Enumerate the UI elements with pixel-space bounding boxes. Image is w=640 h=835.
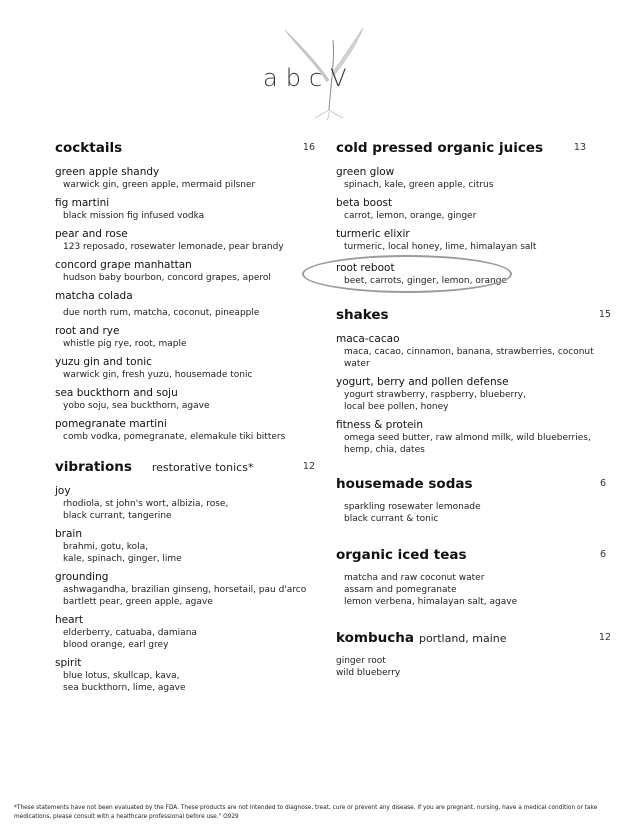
item-desc: sparkling rosewater lemonade	[344, 502, 481, 512]
item-desc: black mission fig infused vodka	[63, 211, 205, 221]
section-price: 15	[598, 309, 611, 320]
menu-item	[55, 484, 315, 522]
juices-section	[336, 140, 611, 287]
item-desc: brahmi, gotu, kola,	[63, 542, 149, 552]
item-desc: turmeric, local honey, lime, himalayan salt	[344, 242, 537, 252]
section-price: 12	[302, 461, 315, 472]
section-price: 16	[302, 142, 315, 153]
section-title: kombucha	[336, 630, 414, 646]
item-name: joy	[55, 485, 71, 497]
item-name: maca-cacao	[336, 333, 400, 345]
menu-item	[336, 375, 611, 413]
section-header	[336, 476, 606, 496]
section-title: cold pressed organic juices	[336, 140, 544, 156]
section-price: 6	[599, 478, 606, 489]
section-subtitle: restorative tonics*	[151, 461, 254, 474]
item-desc: beet, carrots, ginger, lemon, orange	[344, 276, 507, 286]
menu-item	[336, 501, 606, 525]
menu-item	[55, 386, 315, 412]
item-desc: comb vodka, pomegranate, elemakule tiki bitters	[63, 432, 286, 442]
item-desc: lemon verbena, himalayan salt, agave	[344, 597, 518, 607]
item-desc: bartlett pear, green apple, agave	[63, 597, 213, 607]
item-desc: blood orange, earl grey	[63, 640, 169, 650]
item-desc: ginger root	[336, 656, 386, 666]
shakes-section	[336, 307, 611, 456]
teas-section	[336, 547, 606, 608]
item-desc: rhodiola, st john's wort, albizia, rose,	[63, 499, 229, 509]
section-price: 13	[573, 142, 586, 153]
item-desc: assam and pomegranate	[344, 585, 457, 595]
fda-disclaimer: *These statements have not been evaluated by the FDA. These products are not intended to diagnose, treat, cure or prevent any disease. If you are pregnant, nursing, have a medical condition or take medications, please consult with a healthcare professional before use." O929	[14, 805, 598, 820]
item-name: turmeric elixir	[336, 228, 410, 240]
menu-item	[55, 570, 315, 608]
abcv-logo	[255, 20, 375, 120]
right-column	[336, 140, 611, 679]
menu-item	[336, 196, 611, 222]
menu-item	[55, 527, 315, 565]
item-desc: elderberry, catuaba, damiana	[63, 628, 197, 638]
section-header	[336, 140, 586, 160]
item-desc: hudson baby bourbon, concord grapes, aperol	[63, 273, 271, 283]
item-name: grounding	[55, 571, 109, 583]
item-desc: omega seed butter, raw almond milk, wild blueberries,	[344, 433, 591, 443]
item-desc: warwick gin, fresh yuzu, housemade tonic	[63, 370, 253, 380]
item-name: fitness & protein	[336, 419, 423, 431]
item-desc: carrot, lemon, orange, ginger	[344, 211, 477, 221]
section-subtitle: portland, maine	[418, 632, 507, 645]
section-price: 12	[598, 632, 611, 643]
item-desc: spinach, kale, green apple, citrus	[344, 180, 494, 190]
section-title: housemade sodas	[336, 476, 473, 492]
menu-item-highlighted	[336, 261, 611, 287]
item-name: heart	[55, 614, 83, 626]
section-header	[336, 547, 606, 567]
vibrations-section	[55, 459, 315, 694]
menu-item	[336, 655, 611, 679]
item-desc: 123 reposado, rosewater lemonade, pear brandy	[63, 242, 284, 252]
section-header	[55, 459, 315, 479]
section-title: vibrations	[55, 459, 132, 475]
logo-text: abcV	[263, 64, 355, 92]
section-header	[336, 307, 611, 327]
item-desc: hemp, chia, dates	[344, 445, 425, 455]
item-desc: black currant & tonic	[344, 514, 439, 524]
item-desc: blue lotus, skullcap, kava,	[63, 671, 180, 681]
item-desc: yobo soju, sea buckthorn, agave	[63, 401, 210, 411]
item-name: yuzu gin and tonic	[55, 356, 152, 368]
item-name: matcha colada	[55, 290, 133, 302]
item-name: brain	[55, 528, 82, 540]
menu-item	[55, 324, 315, 350]
item-name: pear and rose	[55, 228, 128, 240]
item-desc: matcha and raw coconut water	[344, 573, 485, 583]
item-desc: kale, spinach, ginger, lime	[63, 554, 182, 564]
kombucha-section	[336, 630, 611, 679]
item-desc: maca, cacao, cinnamon, banana, strawberries, coconut water	[344, 347, 594, 369]
left-column	[55, 140, 315, 694]
menu-item	[55, 289, 315, 319]
menu-item	[336, 332, 611, 370]
item-desc: ashwagandha, brazilian ginseng, horsetail, pau d'arco	[63, 585, 307, 595]
section-header	[55, 140, 315, 160]
menu-item	[55, 656, 315, 694]
section-title: organic iced teas	[336, 547, 467, 563]
item-desc: sea buckthorn, lime, agave	[63, 683, 186, 693]
item-name: concord grape manhattan	[55, 259, 192, 271]
menu-item	[55, 613, 315, 651]
menu-item	[55, 196, 315, 222]
item-name: yogurt, berry and pollen defense	[336, 376, 509, 388]
cocktails-section	[55, 140, 315, 443]
item-name: sea buckthorn and soju	[55, 387, 178, 399]
section-title: shakes	[336, 307, 389, 323]
menu-item	[55, 258, 315, 284]
item-name: root and rye	[55, 325, 120, 337]
menu-item	[336, 572, 606, 608]
section-price: 6	[599, 549, 606, 560]
menu-item	[336, 418, 611, 456]
item-desc: due north rum, matcha, coconut, pineapple	[63, 308, 260, 318]
item-name: green glow	[336, 166, 395, 178]
menu-item	[55, 227, 315, 253]
item-name: spirit	[55, 657, 82, 669]
item-desc: local bee pollen, honey	[344, 402, 449, 412]
item-desc: black currant, tangerine	[63, 511, 172, 521]
item-name: fig martini	[55, 197, 110, 209]
item-desc: yogurt strawberry, raspberry, blueberry,	[344, 390, 526, 400]
item-name: beta boost	[336, 197, 393, 209]
item-desc: whistle pig rye, root, maple	[63, 339, 187, 349]
menu-item	[55, 417, 315, 443]
sodas-section	[336, 476, 606, 525]
item-desc: wild blueberry	[336, 668, 401, 678]
section-header	[336, 630, 611, 650]
menu-item	[55, 355, 315, 381]
item-name: root reboot	[336, 262, 395, 274]
item-desc: warwick gin, green apple, mermaid pilsner	[63, 180, 256, 190]
section-title: cocktails	[55, 140, 123, 156]
menu-item	[336, 227, 611, 253]
highlight-circle	[302, 255, 512, 293]
item-name: green apple shandy	[55, 166, 160, 178]
menu-item	[55, 165, 315, 191]
menu-item	[336, 165, 611, 191]
item-name: pomegranate martini	[55, 418, 167, 430]
